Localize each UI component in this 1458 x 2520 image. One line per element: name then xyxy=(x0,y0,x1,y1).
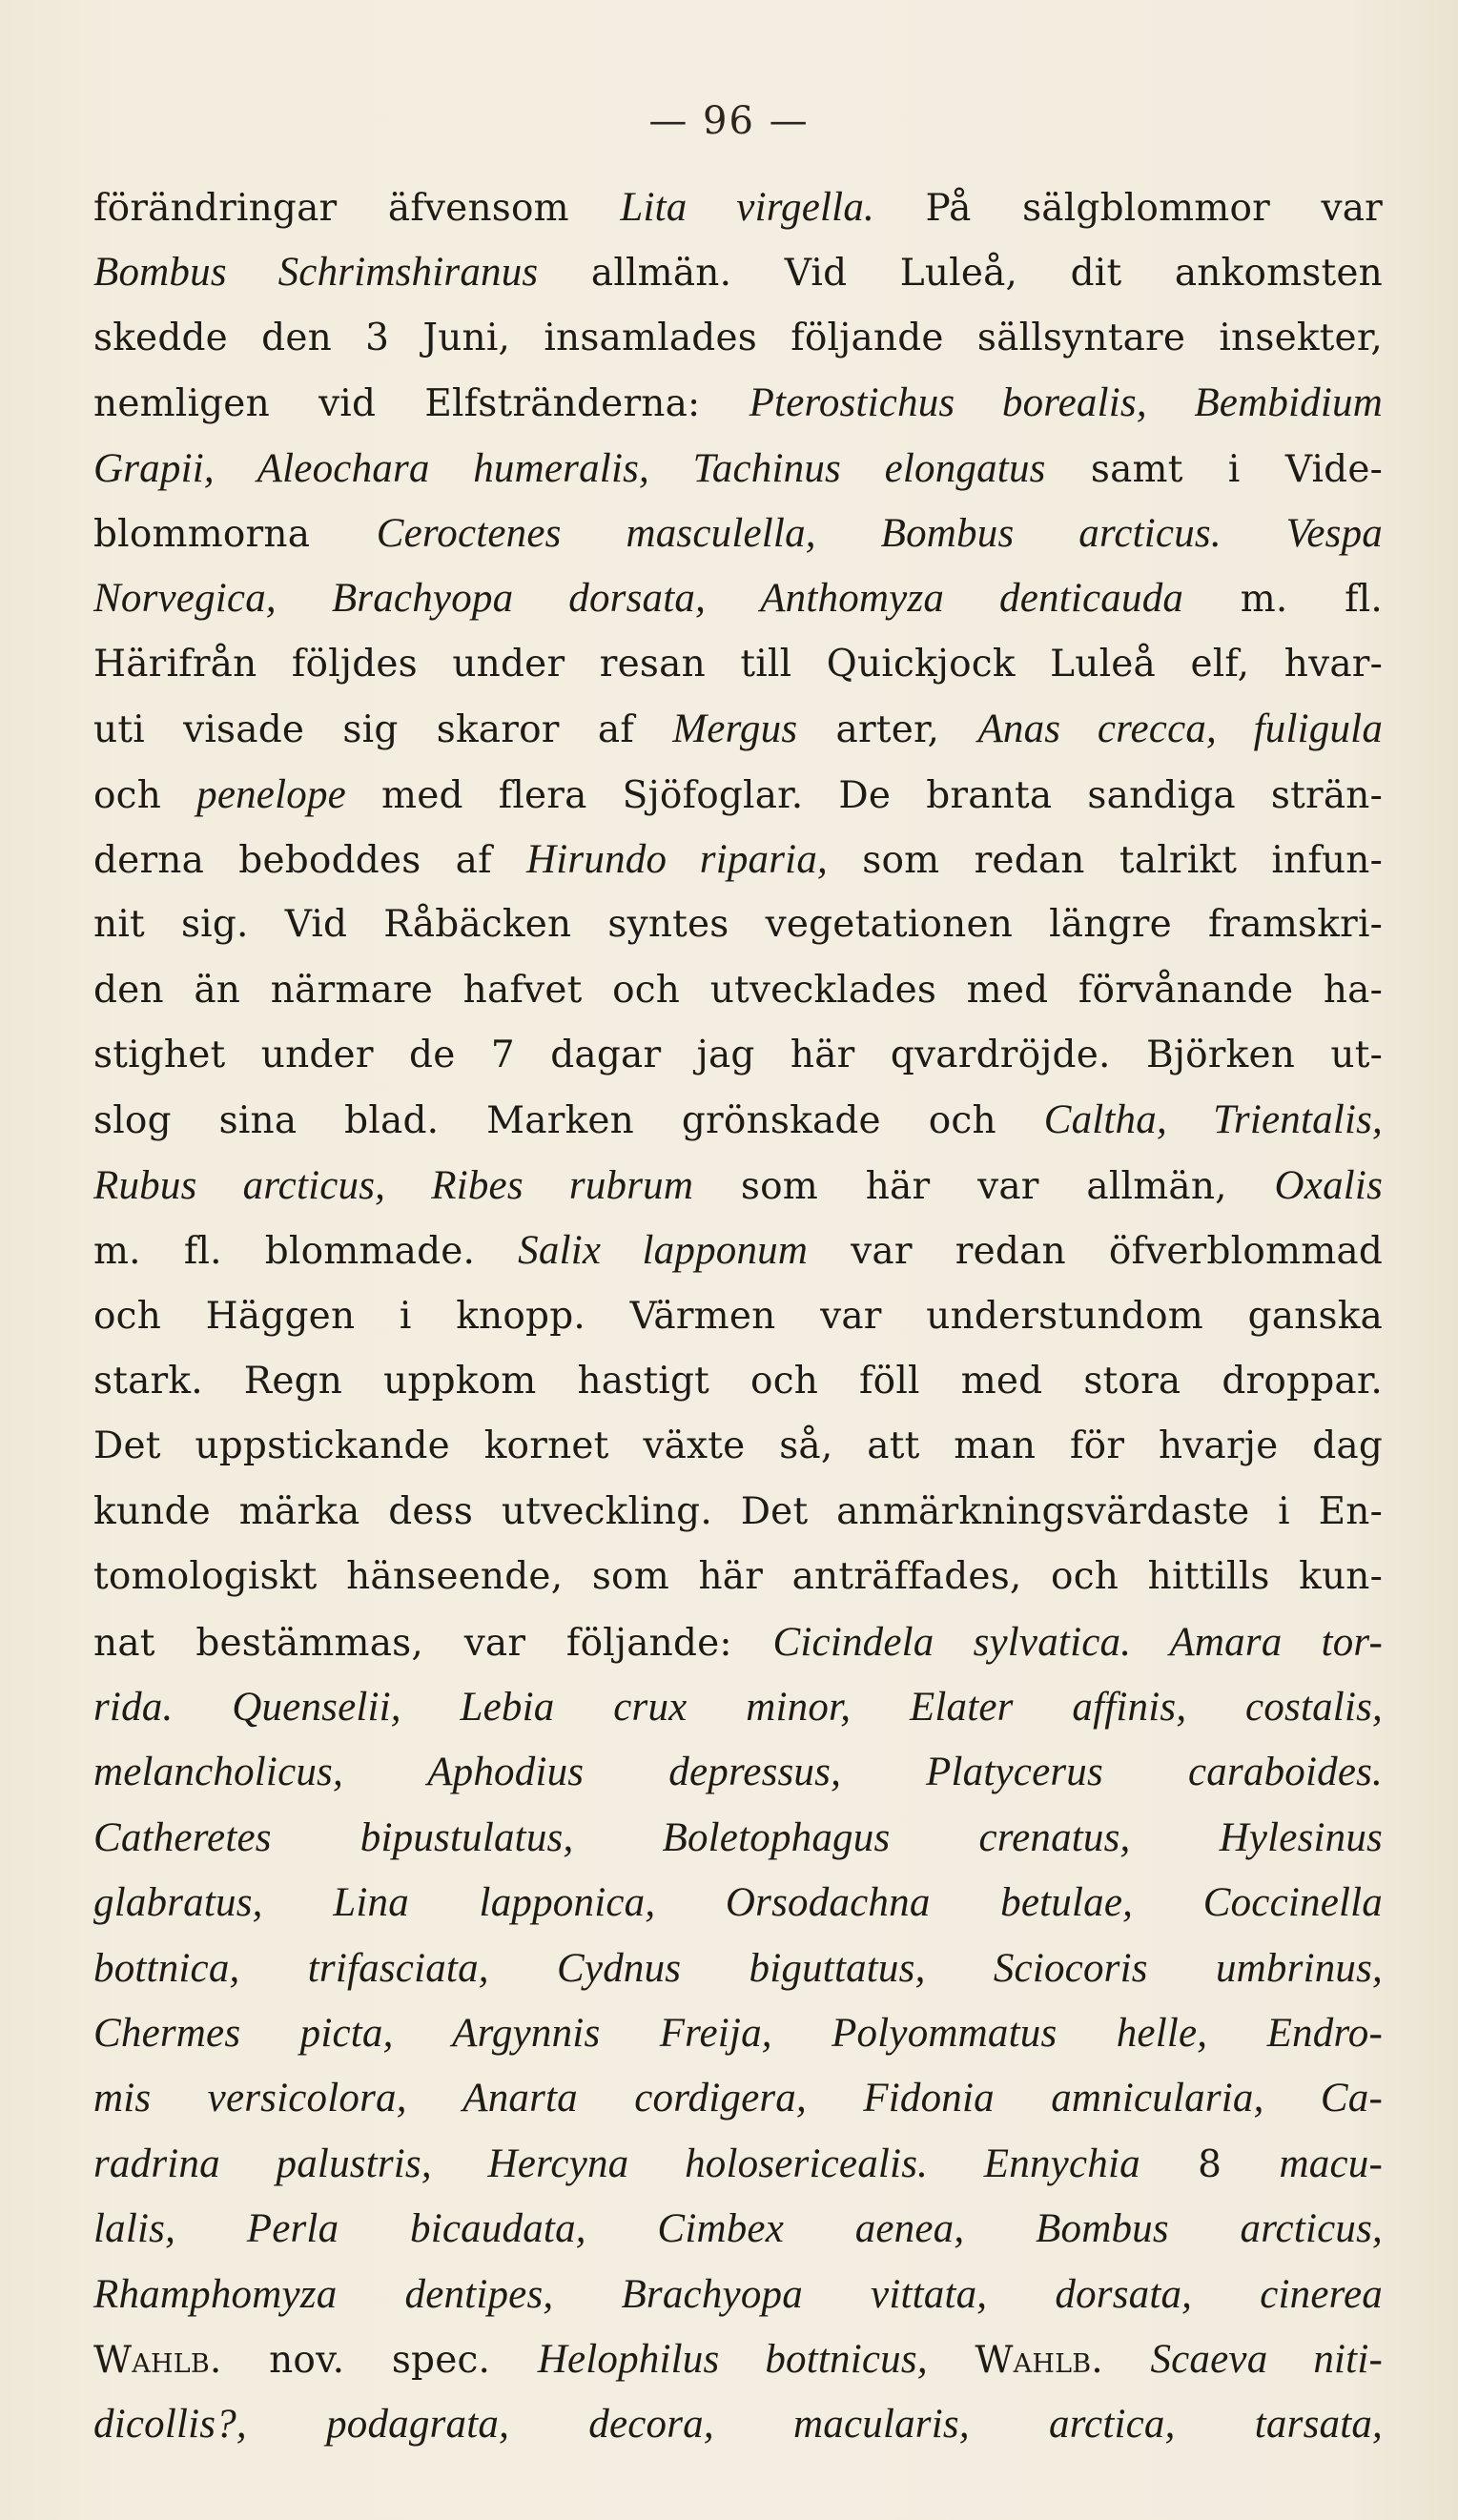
text-segment: På sälgblommor var xyxy=(873,187,1383,230)
text-line xyxy=(93,2066,1383,2131)
italic-text-segment: Catheretes bipustulatus, Boletophagus crenatus, Hylesinus xyxy=(93,1814,1383,1860)
italic-text-segment: radrina palustris, Hercyna holosericealis. Ennychia xyxy=(93,2141,1140,2186)
italic-text-segment: Rubus arcticus, Ribes rubrum xyxy=(93,1162,694,1208)
text-line xyxy=(93,1610,1383,1675)
text-segment: uti visade sig skaror af xyxy=(93,708,673,752)
text-segment: som redan talrikt infun- xyxy=(827,838,1383,882)
text-line xyxy=(93,697,1383,762)
text-segment: m. fl. blommade. xyxy=(93,1230,519,1274)
text-line xyxy=(93,1154,1383,1219)
italic-text-segment: macu- xyxy=(1279,2141,1383,2186)
text-segment: och Häggen i knopp. Värmen var understundom ganska xyxy=(93,1294,1383,1338)
italic-text-segment: penelope xyxy=(196,771,346,817)
text-line xyxy=(93,1675,1383,1740)
italic-text-segment: rida. Quenselii, Lebia crux minor, Elater affinis, costalis, xyxy=(93,1684,1383,1730)
text-segment: 8 xyxy=(1140,2142,1280,2186)
text-segment: samt i Vide- xyxy=(1045,447,1383,491)
text-line xyxy=(93,1936,1383,2001)
text-segment: som här var allmän, xyxy=(693,1164,1275,1208)
italic-text-segment: Anas crecca, fuligula xyxy=(977,707,1384,752)
text-line xyxy=(93,566,1383,631)
text-line xyxy=(93,1806,1383,1871)
text-line xyxy=(93,175,1383,240)
text-line xyxy=(93,1219,1383,1283)
text-segment: skedde den 3 Juni, insamlades följande sällsyntare insekter, xyxy=(93,316,1383,359)
text-line xyxy=(93,2197,1383,2262)
text-line xyxy=(93,1480,1383,1545)
text-segment: kunde märka dess utveckling. Det anmärkningsvärdaste i En- xyxy=(93,1489,1383,1533)
italic-text-segment: Hirundo riparia, xyxy=(526,836,828,882)
italic-text-segment: glabratus, Lina lapponica, Orsodachna betulae, Coccinella xyxy=(93,1880,1383,1926)
text-line xyxy=(93,2263,1383,2327)
text-segment: allmän. Vid Luleå, dit ankomsten xyxy=(538,252,1383,296)
text-segment: nemligen vid Elfsträndernа: xyxy=(93,382,750,426)
italic-text-segment: Pterostichus borealis, Bembidium xyxy=(749,380,1383,426)
text-line xyxy=(93,240,1383,305)
text-line xyxy=(93,306,1383,371)
italic-text-segment: Oxalis xyxy=(1274,1162,1384,1208)
text-line xyxy=(93,1023,1383,1088)
text-segment: tomologiskt hänseende, som här anträffades, och hittills kun- xyxy=(93,1555,1383,1599)
italic-text-segment: Ceroctenes masculella, Bombus arcticus. Vespa xyxy=(376,510,1383,556)
text-segment: m. fl. xyxy=(1183,578,1383,622)
small-caps-text-segment: Wahlb. xyxy=(93,2338,222,2382)
text-line xyxy=(93,632,1383,697)
italic-text-segment: Salix lapponum xyxy=(518,1228,809,1274)
text-segment: Härifrån följdes under resan till Quickjock Luleå elf, hvar- xyxy=(93,642,1383,686)
text-segment: med flera Sjöfoglar. De branta sandiga strän- xyxy=(345,773,1384,817)
body-text xyxy=(93,175,1383,2458)
text-line xyxy=(93,1284,1383,1349)
text-line xyxy=(93,763,1383,828)
italic-text-segment: Bombus Schrimshiranus xyxy=(93,250,539,296)
text-line xyxy=(93,502,1383,566)
text-line xyxy=(93,2132,1383,2197)
italic-text-segment: lalis, Perla bicaudata, Cimbex aenea, Bombus arcticus, xyxy=(93,2206,1383,2252)
text-line xyxy=(93,1414,1383,1479)
text-segment xyxy=(1103,2339,1151,2382)
text-line xyxy=(93,371,1383,436)
italic-text-segment: Scaeva niti- xyxy=(1150,2336,1383,2382)
italic-text-segment: dicollis?, podagrata, decora, macularis, arctica, tarsata, xyxy=(93,2402,1383,2448)
italic-text-segment: Rhamphomyza dentipes, Brachyopa vittata, dorsata, cinerea xyxy=(93,2271,1383,2317)
text-segment: nat bestämmas, var följande: xyxy=(93,1621,773,1665)
text-segment: stark. Regn uppkom hastigt och föll med stora droppar. xyxy=(93,1360,1383,1403)
italic-text-segment: Mergus xyxy=(672,707,798,752)
text-line xyxy=(93,958,1383,1023)
italic-text-segment: Norvegica, Brachyopa dorsata, Anthomyza denticauda xyxy=(93,576,1184,622)
text-line xyxy=(93,892,1383,957)
italic-text-segment: Lita virgella. xyxy=(620,185,874,230)
text-segment: slog sina blad. Marken grönskade och xyxy=(93,1099,1044,1143)
text-line xyxy=(93,1349,1383,1414)
italic-text-segment: Caltha, Trientalis, xyxy=(1043,1097,1383,1143)
text-line xyxy=(93,2001,1383,2066)
text-line xyxy=(93,828,1383,892)
text-line xyxy=(93,437,1383,502)
italic-text-segment: mis versicolora, Anarta cordigera, Fidonia amnicularia, Ca- xyxy=(93,2076,1383,2121)
text-line xyxy=(93,1088,1383,1153)
italic-text-segment: Cicindela sylvatica. Amara tor- xyxy=(772,1619,1384,1665)
text-line xyxy=(93,2392,1383,2457)
text-segment: förändringar äfvensom xyxy=(93,187,621,230)
text-line xyxy=(93,1545,1383,1609)
small-caps-text-segment: Wahlb. xyxy=(975,2338,1103,2382)
text-segment: var redan öfverblommad xyxy=(808,1230,1383,1274)
text-segment: den än närmare hafvet och utvecklades med förvånande ha- xyxy=(93,968,1383,1012)
italic-text-segment: melancholicus, Aphodius depressus, Platycerus caraboides. xyxy=(93,1750,1383,1795)
italic-text-segment: Helophilus bottnicus, xyxy=(537,2336,928,2382)
text-segment: stighet under de 7 dagar jag här qvardröjde. Björken ut- xyxy=(93,1034,1383,1077)
text-segment: arter, xyxy=(797,708,978,752)
text-segment: derna beboddes af xyxy=(93,838,527,882)
text-segment: blommorna xyxy=(93,512,377,556)
italic-text-segment: Grapii, Aleochara humeralis, Tachinus elongatus xyxy=(93,445,1046,491)
text-segment: nov. spec. xyxy=(221,2338,538,2382)
text-segment: och xyxy=(93,773,197,817)
text-segment xyxy=(928,2339,975,2382)
text-line xyxy=(93,2327,1383,2392)
text-segment: nit sig. Vid Råbäcken syntes vegetationen längre framskri- xyxy=(93,903,1383,947)
text-line xyxy=(93,1740,1383,1805)
text-line xyxy=(93,1871,1383,1936)
page-number: — 96 — xyxy=(648,99,810,143)
text-segment: Det uppstickande kornet växte så, att man för hvarje dag xyxy=(93,1424,1383,1468)
italic-text-segment: bottnica, trifasciata, Cydnus biguttatus, Sciocoris umbrinus, xyxy=(93,1945,1383,1991)
italic-text-segment: Chermes picta, Argynnis Freija, Polyommatus helle, Endro- xyxy=(93,2010,1383,2056)
